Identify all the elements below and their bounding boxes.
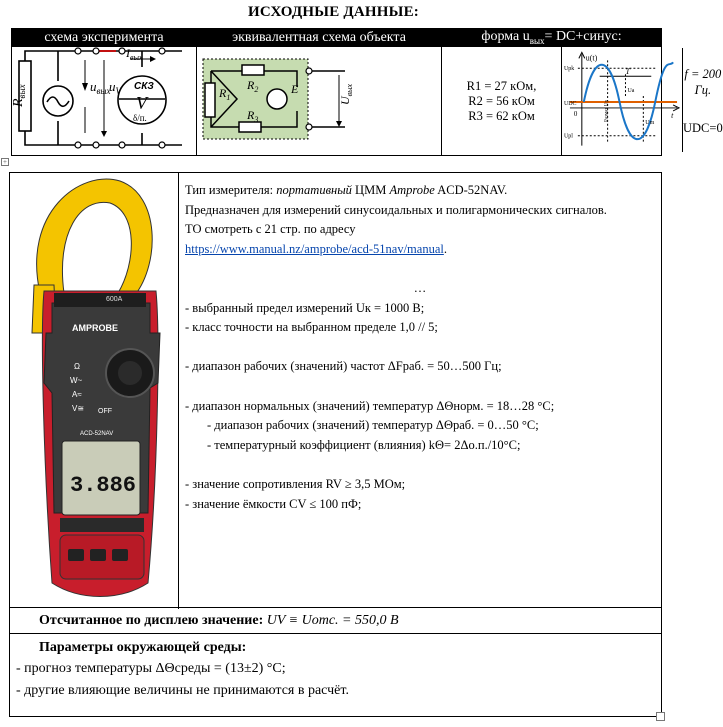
svg-text:Upk: Upk — [563, 66, 575, 73]
meter-purpose-line: Предназначен для измерений синусоидальных и полигармонических сигналов. — [185, 202, 607, 217]
svg-text:V: V — [136, 93, 147, 113]
meter-description-block — [9, 172, 662, 608]
equivalent-scheme-cell — [197, 47, 442, 156]
svg-text:AMPROBE: AMPROBE — [72, 323, 119, 333]
svg-text:ACD-52NAV: ACD-52NAV — [80, 431, 114, 437]
svg-text:δ/п.: δ/п. — [133, 113, 147, 123]
svg-text:OFF: OFF — [98, 408, 112, 415]
manual-link[interactable]: https://www.manual.nz/amprobe/acd-51nav/manual — [185, 241, 444, 256]
svg-text:u(t): u(t) — [585, 53, 598, 63]
content-row — [12, 47, 662, 156]
svg-text:W~: W~ — [70, 376, 83, 385]
environment-block — [9, 634, 662, 717]
clamp-meter-illustration — [10, 173, 178, 609]
svg-text:R1: $R_1$ — [219, 86, 231, 102]
source-data-table — [11, 28, 723, 156]
svg-text:СКЗ: СКЗ — [134, 81, 154, 92]
spec-frequency: - диапазон рабочих (значений) частот ΔFраб. = 50…500 Гц; — [185, 359, 502, 374]
spec-accuracy: - класс точности на выбранном пределе 1,0 // 5; — [185, 320, 438, 335]
param-r1: R1 = 27 кОм, — [466, 78, 537, 93]
experiment-circuit-diagram — [12, 47, 195, 151]
experiment-scheme-cell — [12, 47, 197, 156]
svg-text:t: t — [671, 110, 674, 120]
environment-title: Параметры окружающей среды: — [39, 640, 247, 655]
meter-photo — [10, 173, 178, 609]
svg-text:UDC: UDC — [563, 100, 577, 107]
svg-text:Um: Um — [645, 119, 655, 126]
svg-text:Uа: Uа — [627, 88, 635, 95]
freq-block — [683, 48, 723, 154]
header-waveform: форма $u_{вых}=$ DC+синус: — [442, 29, 662, 47]
reading-row — [9, 608, 662, 634]
manual-ref-line: ТО смотреть с 21 стр. по адресу — [185, 222, 356, 237]
waveform-chart — [562, 48, 683, 152]
svg-text:0: 0 — [573, 109, 578, 118]
svg-text:R3: $R_3$ — [247, 108, 259, 124]
reading-value: UV ≡ Uотс. = 550,0 В — [266, 613, 399, 628]
header-experiment-scheme: схема эксперимента — [12, 29, 197, 47]
spec-capacitance: - значение ёмкости CV ≤ 100 пФ; — [185, 496, 362, 511]
header-equivalent-scheme: эквивалентная схема объекта — [197, 29, 442, 47]
svg-text:Размах Up: Размах Up — [604, 99, 610, 122]
spec-temp-coeff: - температурный коэффициент (влияния) kΘ= 2Δо.п./10°С; — [207, 437, 521, 452]
meter-specs: Тип измерителя: портативный ЦММ Amprobe ACD-52NAV. Предназначен для измерений синусоидальных и полигармонических сигналов. ТО смотреть с 21 стр. по адресу https://www.manual.nz/amprobe/acd-51nav/manual. … - выбранный предел измерений Uк = 1000 В; - класс точности на выбранном пределе 1,0 // 5; - диапазон рабочих (значений) частот ΔFраб. = 50…500 Гц; - диапазон нормальных (значений) температур ΔΘнорм. = 18…28 °С; - диапазон рабочих (значений) температур ΔΘраб. = 0…50 °С; - температурный коэффициент (влияния) kΘ= 2Δо.п./10°С; - значение сопротивления RV ≥ 3,5 МОм; - значение ёмкости CV ≤ 100 пФ; — [185, 181, 655, 514]
svg-text:A≈: A≈ — [72, 390, 82, 399]
reading-label: Отсчитанное по дисплею значение: — [39, 613, 267, 628]
header-row — [12, 29, 662, 47]
svg-text:Rвых: $R_{вых}$ — [11, 84, 27, 107]
svg-text:Ω: Ω — [74, 362, 80, 371]
udc-value: UDC=0 — [683, 121, 723, 135]
params-cell — [442, 47, 562, 156]
equivalent-circuit-diagram — [197, 47, 440, 151]
meter-type-line: Тип измерителя: портативный ЦММ Amprobe ACD-52NAV. — [185, 183, 508, 197]
resize-handle[interactable] — [656, 712, 665, 721]
table-move-handle[interactable]: + — [1, 158, 9, 166]
spec-normal-temp: - диапазон нормальных (значений) температур ΔΘнорм. = 18…28 °С; — [185, 398, 555, 413]
svg-text:600A: 600A — [106, 296, 123, 303]
svg-text:T: T — [625, 67, 630, 77]
svg-text:E: E — [291, 82, 299, 96]
page-title: ИСХОДНЫЕ ДАННЫЕ: — [248, 4, 419, 20]
param-r3: R3 = 62 кОм — [468, 108, 535, 123]
svg-text:R2: $R_2$ — [247, 78, 259, 94]
svg-text:uV: $u_V$ — [109, 79, 121, 96]
spec-working-temp: - диапазон рабочих (значений) температур ΔΘраб. = 0…50 °С; — [207, 418, 539, 433]
param-r2: R2 = 56 кОм — [468, 93, 535, 108]
ellipsis: … — [413, 280, 427, 295]
svg-text:Iвых: $I_{вых}$ — [126, 46, 143, 62]
svg-text:uвых: $u_{вых}$ — [90, 79, 111, 96]
freq-value: f = 200 Гц. — [684, 67, 722, 97]
svg-text:3.886: 3.886 — [70, 473, 137, 498]
environment-other: - другие влияющие величины не принимаются в расчёт. — [16, 683, 349, 698]
environment-temperature: - прогноз температуры ΔΘсреды = (13±2) °С; — [16, 661, 286, 676]
waveform-freq-cell — [562, 47, 723, 156]
svg-text:Upl: Upl — [563, 133, 573, 140]
svg-text:Uвых: $U_{вых}$ — [338, 83, 354, 105]
spec-range: - выбранный предел измерений Uк = 1000 В; — [185, 300, 425, 315]
svg-text:V≅: V≅ — [72, 404, 85, 413]
spec-resistance: - значение сопротивления RV ≥ 3,5 МОм; — [185, 476, 406, 491]
